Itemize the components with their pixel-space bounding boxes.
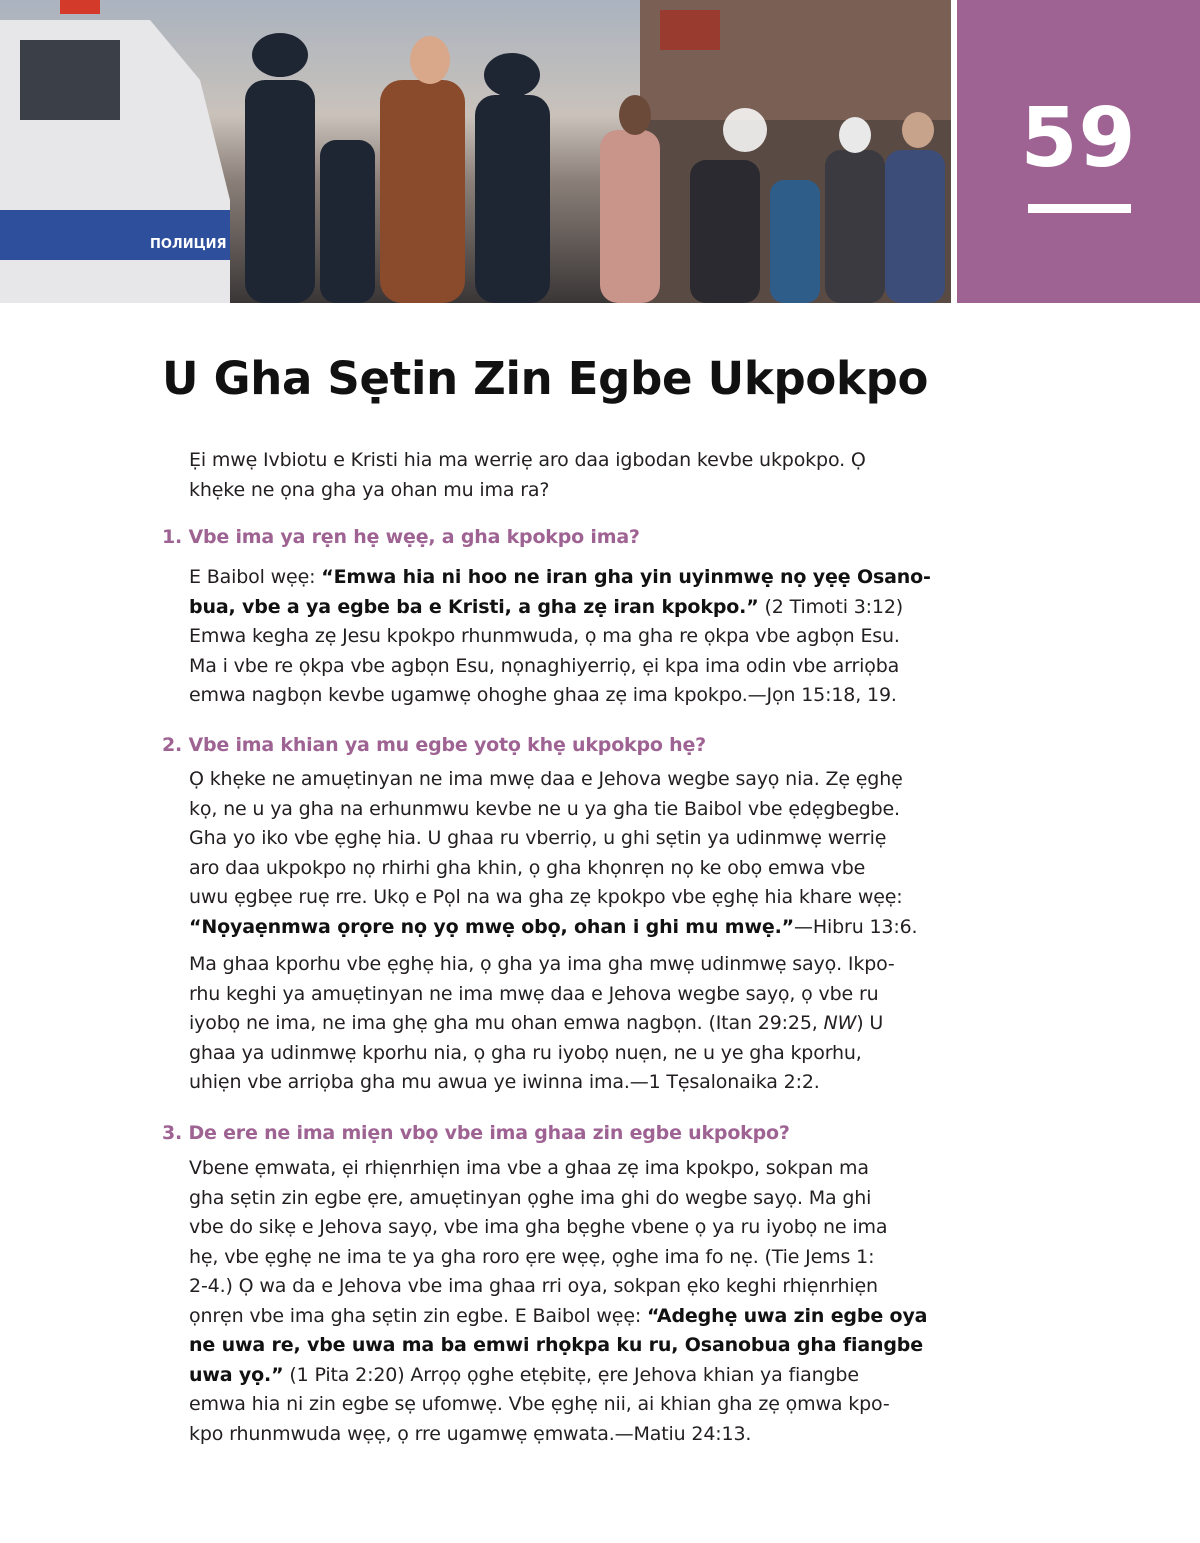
text-line: Ma ghaa kporhu vbe ẹghẹ hia, ọ gha ya ima gha mwẹ udinmwẹ sayọ. Ikpo-	[189, 953, 895, 975]
text-line: kọ, ne u ya gha na erhunmwu kevbe ne u ya gha tie Baibol vbe ẹdẹgbegbe.	[189, 797, 900, 820]
question-heading-3: 3. De ere ne ima miẹn vbọ vbe ima ghaa zin egbe ukpokpo?	[162, 1122, 790, 1144]
van-text: ПОЛИЦИЯ	[150, 237, 227, 252]
page-title: U Gha Sẹtin Zin Egbe Ukpokpo	[162, 352, 929, 405]
scripture-quote: uwa yọ.”	[189, 1363, 284, 1386]
text-line: gha sẹtin zin egbe ẹre, amuẹtinyan ọghe ima ghi do wegbe sayọ. Ma ghi	[189, 1186, 872, 1209]
reporter	[600, 130, 660, 303]
officer-left-hat	[252, 33, 308, 77]
lesson-badge	[957, 0, 1200, 303]
section-1-paragraph	[189, 563, 951, 711]
elderly-man	[825, 150, 885, 303]
text-line: kpo rhunmwuda wẹẹ, ọ rre ugamwẹ ẹmwata.—Matiu 24:13.	[189, 1422, 752, 1445]
van-stripe	[0, 210, 230, 260]
elderly-woman-head	[902, 112, 934, 148]
text-line: Emwa kegha zẹ Jesu kpokpo rhunmwuda, ọ ma gha re ọkpa vbe agbọn Esu.	[189, 625, 900, 647]
text-run: ọnrẹn vbe ima gha sẹtin zin egbe. E Baibol wẹẹ:	[189, 1304, 648, 1327]
scripture-quote: ne uwa re, vbe uwa ma ba emwi rhọkpa ku ru, Osanobua gha fiangbe	[189, 1334, 923, 1356]
text-line: emwa hia ni zin egbe sẹ ufomwẹ. Vbe ẹghẹ nii, ai khian gha zẹ ọmwa kpo-	[189, 1393, 890, 1415]
section-2-paragraph-2	[189, 950, 951, 1098]
question-heading-1: 1. Vbe ima ya rẹn hẹ wẹẹ, a gha kpokpo ima?	[162, 526, 640, 548]
intro-paragraph	[189, 446, 951, 505]
text-run: (1 Pita 2:20) Arrọọ ọghe etẹbitẹ, ẹre Jehova khian ya fiangbe	[283, 1363, 859, 1386]
camera-flash	[723, 108, 767, 152]
abbreviation-nw: NW	[823, 1012, 857, 1034]
officer-right	[475, 95, 550, 303]
woman-blue	[770, 180, 820, 303]
text-line	[189, 1302, 951, 1332]
scripture-quote: “Nọyaẹnmwa ọrọre nọ yọ mwẹ obọ, ohan i ghi mu mwẹ.”	[189, 915, 794, 938]
text-line: khẹke ne ọna gha ya ohan mu ima ra?	[189, 478, 550, 501]
scripture-reference: (2 Timoti 3:12)	[758, 595, 904, 618]
text-line: Gha yo iko vbe ẹghẹ hia. U ghaa ru vberriọ, u ghi sẹtin ya udinmwẹ werriẹ	[189, 827, 887, 849]
scripture-reference: —Hibru 13:6.	[794, 915, 918, 938]
officer-left	[245, 80, 315, 303]
cameraman	[690, 160, 760, 303]
text-line: ghaa ya udinmwẹ kporhu nia, ọ gha ru iyobọ nuẹn, ne u ye gha kporhu,	[189, 1041, 862, 1064]
text-line: 2-4.) Ọ wa da e Jehova vbe ima ghaa rri oya, sokpan ẹko keghi rhiẹnrhiẹn	[189, 1275, 878, 1297]
lesson-number-underline	[1028, 204, 1131, 213]
lesson-number: 59	[1020, 91, 1137, 186]
text-line: Ọ khẹke ne amuẹtinyan ne ima mwẹ daa e Jehova wegbe sayọ nia. Zẹ ẹghẹ	[189, 768, 903, 790]
text-line	[189, 1361, 951, 1391]
text-line	[189, 563, 951, 593]
reporter-head	[619, 95, 651, 135]
text-line: uwu ẹgbẹe ruẹ rre. Ukọ e Pọl na wa gha zẹ kpokpo vbe ẹghẹ hia khare wẹẹ:	[189, 886, 903, 908]
text-line	[189, 593, 951, 623]
text-line: Ẹi mwẹ Ivbiotu e Kristi hia ma werriẹ aro daa igbodan kevbe ukpokpo. Ọ	[189, 449, 866, 471]
text-run: ) U	[856, 1012, 884, 1034]
man-brown-jacket	[380, 80, 465, 303]
elderly-woman	[885, 150, 945, 303]
scripture-quote: “Emwa hia ni hoo ne iran gha yin uyinmwẹ nọ yẹẹ Osano-	[321, 566, 931, 588]
header-photo	[0, 0, 951, 303]
text-line: uhiẹn vbe arriọba gha mu awua ye iwinna ima.—1 Tẹsalonaika 2:2.	[189, 1071, 820, 1093]
officer-back	[320, 140, 375, 303]
man-head	[410, 36, 450, 84]
text-line: vbe do sikẹ e Jehova sayọ, vbe ima gha bẹghe vbene ọ ya ru iyobọ ne ima	[189, 1216, 888, 1238]
section-2-paragraph-1	[189, 765, 951, 942]
text-line	[189, 1331, 951, 1361]
text-line	[189, 1009, 951, 1039]
van-light	[60, 0, 100, 14]
text-run: E Baibol wẹẹ:	[189, 566, 322, 588]
text-line: rhu keghi ya amuẹtinyan ne ima mwẹ daa e Jehova wegbe sayọ, ọ vbe ru	[189, 982, 879, 1005]
text-line: Vbene ẹmwata, ẹi rhiẹnrhiẹn ima vbe a ghaa zẹ ima kpokpo, sokpan ma	[189, 1157, 869, 1179]
section-3-paragraph	[189, 1154, 951, 1449]
text-line	[189, 913, 951, 943]
elderly-man-hair	[839, 117, 871, 153]
scripture-quote: “Adeghẹ uwa zin egbe oya	[647, 1304, 928, 1327]
building-sign	[660, 10, 720, 50]
text-line: emwa nagbọn kevbe ugamwẹ ohoghe ghaa zẹ ima kpokpo.—Jọn 15:18, 19.	[189, 684, 897, 706]
officer-right-hat	[484, 53, 540, 97]
text-line: aro daa ukpokpo nọ rhirhi gha khin, ọ gha khọnrẹn nọ ke obọ emwa vbe	[189, 856, 866, 879]
text-line: hẹ, vbe ẹghẹ ne ima te ya gha roro ẹre wẹẹ, ọghe ima fo nẹ. (Tie Jems 1:	[189, 1245, 875, 1268]
photo-scene	[0, 0, 951, 303]
van-window	[20, 40, 120, 120]
text-line: Ma i vbe re ọkpa vbe agbọn Esu, nọnaghiyerriọ, ẹi kpa ima odin vbe arriọba	[189, 654, 900, 677]
text-run: iyobọ ne ima, ne ima ghẹ gha mu ohan emwa nagbọn. (Itan 29:25,	[189, 1012, 824, 1034]
question-heading-2: 2. Vbe ima khian ya mu egbe yotọ khẹ ukpokpo hẹ?	[162, 734, 706, 756]
scripture-quote: bua, vbe a ya egbe ba e Kristi, a gha zẹ iran kpokpo.”	[189, 595, 759, 618]
